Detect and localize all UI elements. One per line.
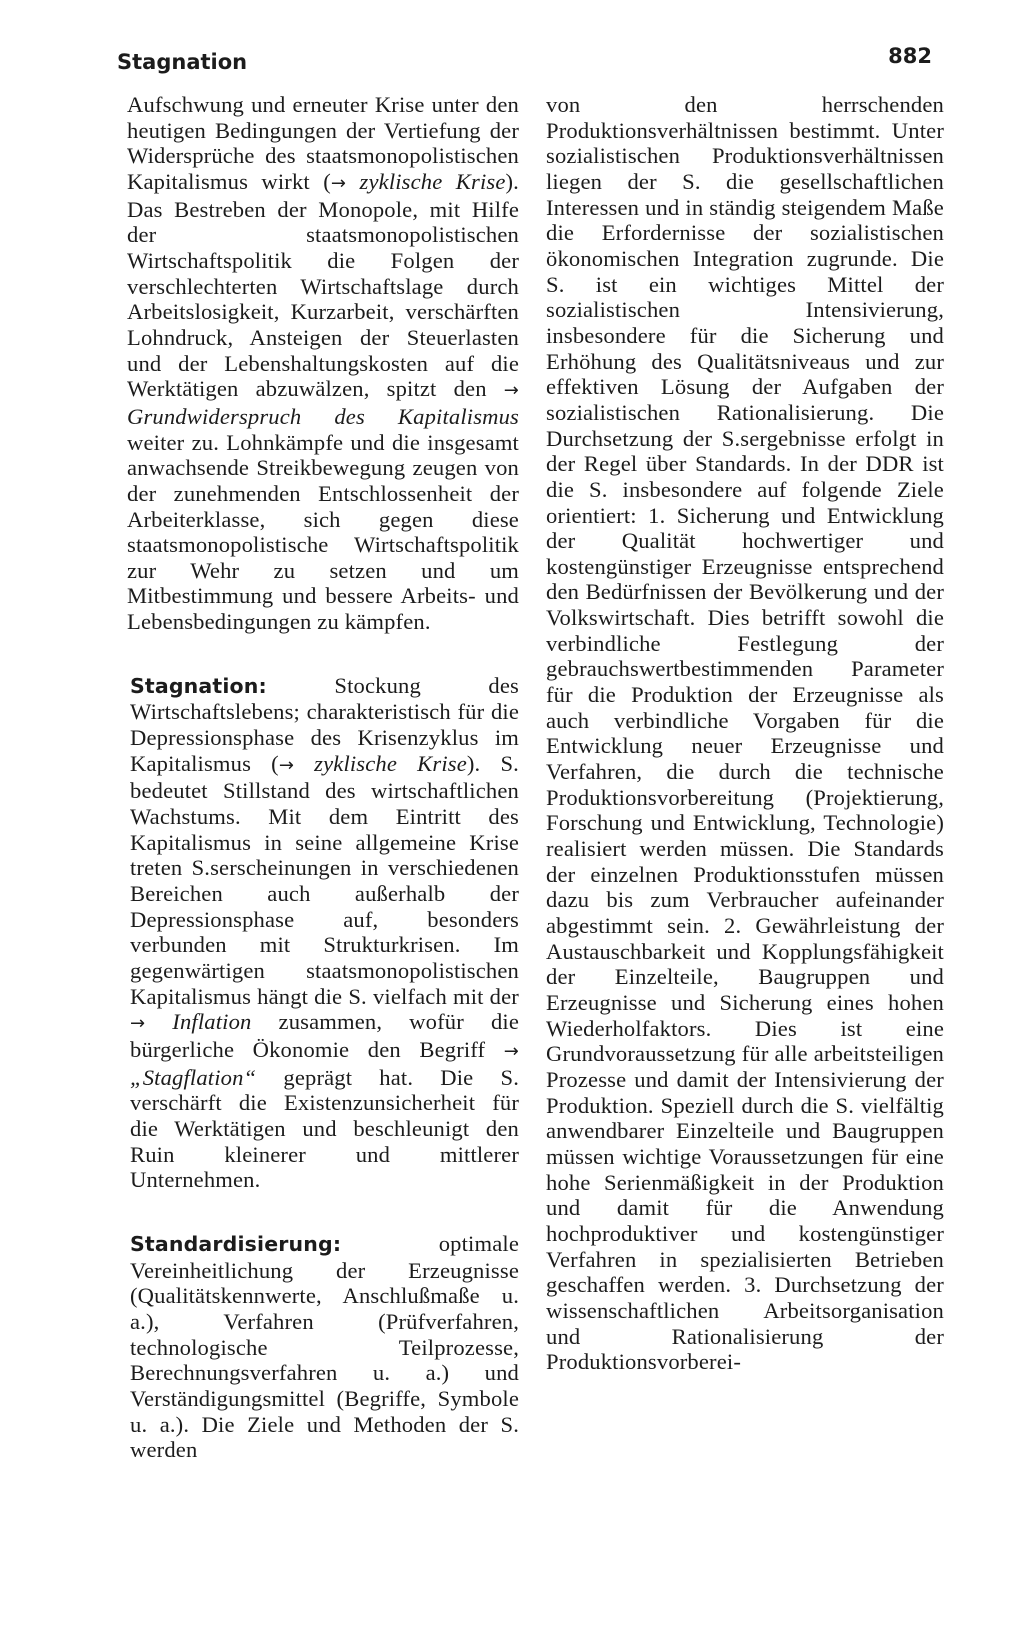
text-run: Stockung des Wirtschaftslebens; charakteristisch für die Depressionsphase des Krisenzyklus im Kapitalismus ( <box>130 672 519 776</box>
cross-reference-arrow-icon: → <box>503 380 519 402</box>
text-run: ). S. bedeutet Stillstand des wirtschaftlichen Wachstums. Mit dem Eintritt des Kapitalismus in seine allgemeine Krise treten S.serscheinungen in verschiedenen Bereichen auch außerhalb der Depressionsphase auf, besonders verbunden mit Strukturkrisen. Im gegenwärtigen staatsmonopolistischen Kapitalismus hängt die S. vielfach mit der <box>130 750 519 1009</box>
cross-reference-arrow-icon: → <box>503 1040 519 1062</box>
right-column <box>546 92 944 1375</box>
left-column <box>121 92 519 1463</box>
running-head: Stagnation <box>117 50 248 74</box>
text-run: geprägt hat. Die S. verschärft die Existenzunsicherheit für die Werktätigen und beschleunigt den Ruin kleinerer und mittlerer Unternehmen. <box>130 1064 519 1193</box>
page-header <box>117 44 932 84</box>
text-run: ). Das Bestreben der Monopole, mit Hilfe der staatsmonopolistischen Wirtschaftspolitik die Folgen der verschlechterten Wirtschaftslage durch Arbeitslosigkeit, Kurzarbeit, verschärften Lohndruck, Ansteigen der Steuerlasten und der Lebenshaltungskosten auf die Werktätigen abzuwälzen, spitzt den <box>127 168 519 402</box>
text-run: optimale Vereinheitlichung der Erzeugnisse (Qualitätskennwerte, Anschlußmaße u. a.), Verfahren (Prüfverfahren, technologische Teilprozesse, Berechnungsverfahren u. a.) und Verständigungsmittel (Begriffe, Symbole u. a.). Die Ziele und Methoden der S. werden <box>130 1230 519 1463</box>
cross-reference-zyklische-krise: zyklische Krise <box>359 168 506 194</box>
cross-reference-arrow-icon: → <box>130 1013 146 1035</box>
headword-stagnation: Stagnation: <box>130 673 267 698</box>
text-run: Aufschwung und erneuter Krise unter den heutigen Bedingungen der Vertiefung der Widersprüche des staatsmonopolistischen Kapitalismus wirkt ( <box>127 92 519 194</box>
page-number: 882 <box>888 44 932 68</box>
cross-reference-arrow-icon: → <box>330 172 347 194</box>
text-run: zusammen, wofür die bürgerliche Ökonomie den Begriff <box>130 1009 519 1062</box>
cross-reference-zyklische-krise: zyklische Krise <box>314 750 467 776</box>
continuation-paragraph <box>127 92 519 635</box>
text-run: weiter zu. Lohnkämpfe und die insgesamt anwachsende Streikbewegung zeugen von der zunehmenden Entschlossenheit der Arbeiterklasse, sich gegen diese staatsmonopolistische Wirtschaftspolitik zur Wehr zu setzen und um Mitbestimmung und bessere Arbeits- und Lebensbedingungen zu kämpfen. <box>127 429 519 635</box>
standardisierung-continuation: von den herrschenden Produktionsverhältnissen bestimmt. Unter sozialistischen Produktionsverhältnissen liegen der S. die gesellschaftlichen Interessen und in ständig steigendem Maße die Erfordernisse der sozialistischen ökonomischen Integration zugrunde. Die S. ist ein wichtiges Mittel der sozialistischen Intensivierung, insbesondere für die Sicherung und Erhöhung des Qualitätsniveaus und zur effektiven Lösung der Aufgaben der sozialistischen Rationalisierung. Die Durchsetzung der S.sergebnisse erfolgt in der Regel über Standards. In der DDR ist die S. insbesondere auf folgende Ziele orientiert: 1. Sicherung und Entwicklung der Qualität hochwertiger und kostengünstiger Erzeugnisse entsprechend den Bedürfnissen der Bevölkerung und der Volkswirtschaft. Dies betrifft sowohl die verbindliche Festlegung der gebrauchswertbestimmenden Parameter für die Produktion der Erzeugnisse als auch verbindliche Vorgaben für die Entwicklung neuer Erzeugnisse und Verfahren, die durch die technische Produktionsvorbereitung (Projektierung, Forschung und Entwicklung, Technologie) realisiert werden müssen. Die Standards der einzelnen Produktionsstufen müssen dazu bis zum Verbraucher aufeinander abgestimmt sein. 2. Gewährleistung der Austauschbarkeit und Kopplungsfähigkeit der Einzelteile, Baugruppen und Erzeugnisse und Sicherung eines hohen Wiederholfaktors. Dies ist eine Grundvoraussetzung für alle arbeitsteiligen Prozesse und damit der Intensivierung der Produktion. Speziell durch die S. vielfältig anwendbarer Einzelteile und Baugruppen müssen wichtige Voraussetzungen für eine hohe Serienmäßigkeit in der Produktion und damit für die Anwendung hochproduktiver und kostengünstiger Verfahren in spezialisierten Betrieben geschaffen werden. 3. Durchsetzung der wissenschaftlichen Arbeitsorganisation und Rationalisierung der Produktionsvorberei- <box>546 92 944 1375</box>
entry-standardisierung <box>130 1231 519 1463</box>
entry-stagnation <box>130 673 519 1193</box>
cross-reference-stagflation: „Stagflation“ <box>130 1064 257 1090</box>
cross-reference-grundwiderspruch: Grundwiderspruch des Kapitalismus <box>127 403 519 429</box>
cross-reference-inflation: Inflation <box>172 1009 252 1035</box>
cross-reference-arrow-icon: → <box>278 754 295 776</box>
headword-standardisierung: Standardisierung: <box>130 1231 342 1256</box>
